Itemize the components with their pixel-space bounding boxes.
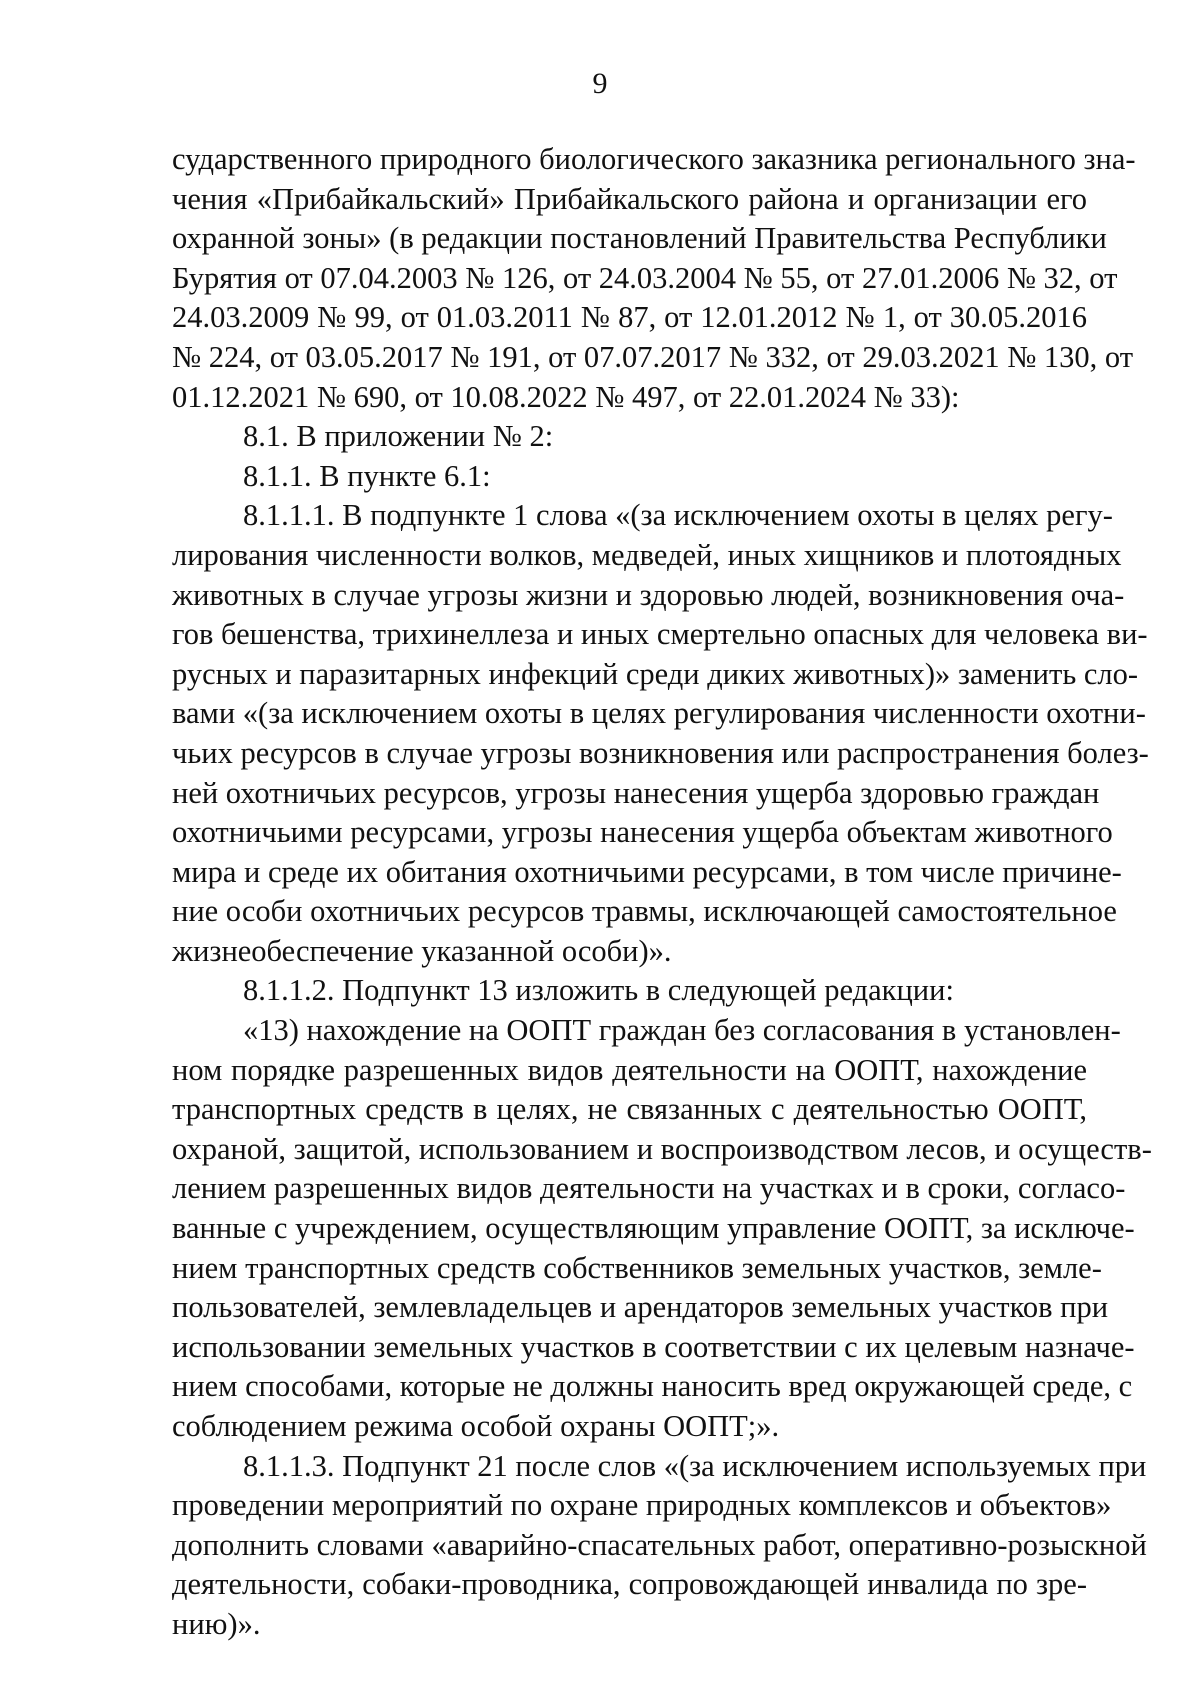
text-line: нием транспортных средств собственников земельных участков, земле-: [172, 1250, 1102, 1285]
text-line: № 224, от 03.05.2017 № 191, от 07.07.2017 № 332, от 29.03.2021 № 130, от: [172, 339, 1134, 374]
text-line: жизнеобеспечение указанной особи)».: [172, 933, 672, 968]
document-body: [172, 140, 1152, 1645]
text-line: использовании земельных участков в соответствии с их целевым назначе-: [172, 1329, 1135, 1364]
text-line: ние особи охотничьих ресурсов травмы, исключающей самостоятельное: [172, 894, 1117, 929]
text-line: дополнить словами «аварийно-спасательных работ, оперативно-розыскной: [172, 1527, 1147, 1562]
text-line: нием способами, которые не должны наносить вред окружающей среде, с: [172, 1369, 1133, 1404]
text-line: лением разрешенных видов деятельности на участках и в сроки, согласо-: [172, 1171, 1126, 1206]
text-line: сударственного природного биологического заказника регионального зна-: [172, 142, 1136, 176]
text-line: вами «(за исключением охоты в целях регулирования численности охотни-: [172, 696, 1146, 731]
text-line: 8.1.1. В пункте 6.1:: [243, 458, 491, 493]
text-line: 8.1.1.2. Подпункт 13 изложить в следующей редакции:: [243, 973, 954, 1008]
text-line: ванные с учреждением, осуществляющим управление ООПТ, за исключе-: [172, 1211, 1135, 1246]
text-line: охотничьими ресурсами, угрозы нанесения ущерба объектам животного: [172, 815, 1113, 850]
text-line: лирования численности волков, медведей, иных хищников и плотоядных: [172, 537, 1122, 572]
text-line: проведении мероприятий по охране природных комплексов и объектов»: [172, 1488, 1112, 1523]
text-line: транспортных средств в целях, не связанных с деятельностью ООПТ,: [172, 1092, 1087, 1127]
text-line: «13) нахождение на ООПТ граждан без согласования в установлен-: [243, 1013, 1121, 1048]
text-line: 8.1.1.3. Подпункт 21 после слов «(за исключением используемых при: [243, 1448, 1147, 1483]
text-line: ней охотничьих ресурсов, угрозы нанесения ущерба здоровью граждан: [172, 775, 1100, 810]
text-line: 24.03.2009 № 99, от 01.03.2011 № 87, от 12.01.2012 № 1, от 30.05.2016: [172, 300, 1087, 335]
text-line: соблюдением режима особой охраны ООПТ;».: [172, 1409, 780, 1443]
text-line: нию)».: [172, 1606, 261, 1641]
text-line: 8.1. В приложении № 2:: [243, 419, 554, 454]
text-line: пользователей, землевладельцев и арендаторов земельных участков при: [172, 1290, 1109, 1325]
text-line: чения «Прибайкальский» Прибайкальского района и организации его: [172, 181, 1087, 216]
text-line: охраной, защитой, использованием и воспроизводством лесов, и осуществ-: [172, 1131, 1152, 1166]
text-line: деятельности, собаки-проводника, сопровождающей инвалида по зре-: [172, 1567, 1087, 1602]
page-number: 9: [592, 67, 608, 100]
text-line: чьих ресурсов в случае угрозы возникновения или распространения болез-: [172, 735, 1149, 770]
text-line: мира и среде их обитания охотничьими ресурсами, в том числе причине-: [172, 854, 1122, 889]
text-line: ном порядке разрешенных видов деятельности на ООПТ, нахождение: [172, 1052, 1087, 1087]
text-line: Бурятия от 07.04.2003 № 126, от 24.03.2004 № 55, от 27.01.2006 № 32, от: [172, 260, 1118, 295]
text-line: охранной зоны» (в редакции постановлений Правительства Республики: [172, 221, 1107, 256]
text-line: 8.1.1.1. В подпункте 1 слова «(за исключением охоты в целях регу-: [243, 498, 1113, 533]
text-line: гов бешенства, трихинеллеза и иных смертельно опасных для человека ви-: [172, 617, 1148, 652]
text-line: русных и паразитарных инфекций среди диких животных)» заменить сло-: [172, 656, 1139, 691]
text-line: 01.12.2021 № 690, от 10.08.2022 № 497, от 22.01.2024 № 33):: [172, 379, 960, 414]
text-line: животных в случае угрозы жизни и здоровью людей, возникновения оча-: [172, 577, 1125, 612]
